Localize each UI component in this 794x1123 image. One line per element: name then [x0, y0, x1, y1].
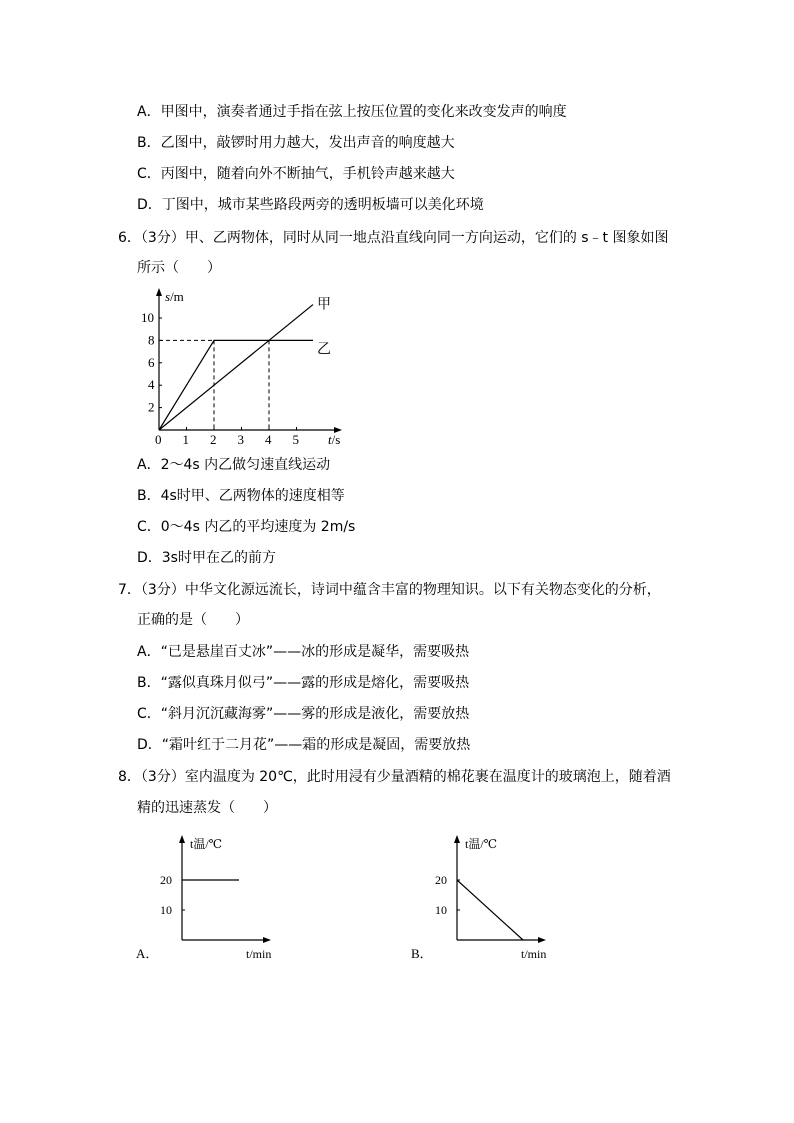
- q6-option-d: D．3s时甲在乙的前方: [137, 550, 276, 566]
- st-y-arrow: [156, 288, 162, 296]
- graph-b-series-line: [457, 880, 523, 940]
- graph-b-x-label: t/min: [521, 947, 547, 961]
- q7-option-c: C．“斜月沉沉藏海雾”——雾的形成是液化，需要放热: [137, 706, 470, 722]
- graph-a-x-label: t/min: [246, 947, 272, 961]
- st-x-tick-label: 3: [237, 432, 244, 447]
- st-y-tick-label: 2: [148, 399, 155, 415]
- q5-option-d: D．丁图中，城市某些路段两旁的透明板墙可以美化环境: [137, 197, 484, 213]
- graph-b-x-arrow: [538, 937, 546, 943]
- q7-option-a: A．“已是悬崖百丈冰”——冰的形成是凝华，需要吸热: [137, 644, 470, 660]
- q7-stem-line2: 正确的是（ ）: [137, 612, 249, 628]
- st-y-label: s/m: [165, 289, 184, 304]
- q6-option-b: B．4s时甲、乙两物体的速度相等: [137, 488, 345, 504]
- st-y-tick-label: 6: [148, 354, 155, 370]
- q6-option-a: A．2～4s 内乙做匀速直线运动: [137, 457, 331, 473]
- st-chart: [120, 282, 360, 452]
- st-x-label: t/s: [328, 432, 341, 447]
- graph-a-y-arrow: [179, 835, 185, 843]
- st-y-tick-label: 8: [148, 332, 155, 348]
- st-y-tick-label: 4: [148, 377, 155, 393]
- graph-b-y-label: t温/℃: [465, 837, 498, 851]
- q6-stem-line2: 所示（ ）: [137, 260, 221, 276]
- graph-a-y-tick-label: 10: [160, 903, 172, 917]
- q5-option-a: A．甲图中，演奏者通过手指在弦上按压位置的变化来改变发声的响度: [137, 104, 567, 120]
- graph-a-x-arrow: [263, 937, 271, 943]
- q5-option-b: B．乙图中，敲锣时用力越大，发出声音的响度越大: [137, 135, 455, 151]
- q6-option-c: C．0～4s 内乙的平均速度为 2m/s: [137, 519, 356, 535]
- q7-option-b: B．“露似真珠月似弓”——露的形成是熔化，需要吸热: [137, 675, 470, 691]
- st-x-tick-label: 1: [182, 432, 189, 447]
- st-origin-label: 0: [155, 432, 162, 447]
- st-series-line: [159, 340, 313, 430]
- q5-option-c: C．丙图中，随着向外不断抽气，手机铃声越来越大: [137, 166, 455, 182]
- q7-option-d: D．“霜叶红于二月花”——霜的形成是凝固，需要放热: [137, 737, 471, 753]
- q6-stem-line1: 6．（3分）甲、乙两物体，同时从同一地点沿直线向同一方向运动，它们的 s﹣t 图象如图: [118, 230, 669, 246]
- q8-stem-line2: 精的迅速蒸发（ ）: [137, 800, 277, 816]
- st-x-tick-label: 5: [292, 432, 299, 447]
- q7-stem-line1: 7．（3分）中华文化源远流长，诗词中蕴含丰富的物理知识。以下有关物态变化的分析，: [118, 582, 661, 598]
- graph-b-y-arrow: [454, 835, 460, 843]
- graph-b: [405, 830, 575, 965]
- graph-b-option-label: B．: [411, 946, 433, 961]
- st-series-line: [159, 305, 313, 430]
- q8-stem-line1: 8．（3分）室内温度为 20℃，此时用浸有少量酒精的棉花裹在温度计的玻璃泡上，随着酒: [118, 769, 671, 785]
- graph-b-y-tick-label: 10: [435, 903, 447, 917]
- st-y-tick-label: 10: [141, 310, 154, 325]
- graph-a-y-label: t温/℃: [190, 837, 223, 851]
- graph-a: [130, 830, 300, 965]
- graph-b-y-tick-label: 20: [435, 873, 447, 887]
- st-x-tick-label: 2: [210, 432, 217, 447]
- graph-a-option-label: A．: [136, 946, 159, 961]
- st-x-tick-label: 4: [265, 432, 272, 447]
- st-series-label: 甲: [317, 296, 331, 313]
- graph-a-y-tick-label: 20: [160, 873, 172, 887]
- st-series-label: 乙: [317, 341, 331, 358]
